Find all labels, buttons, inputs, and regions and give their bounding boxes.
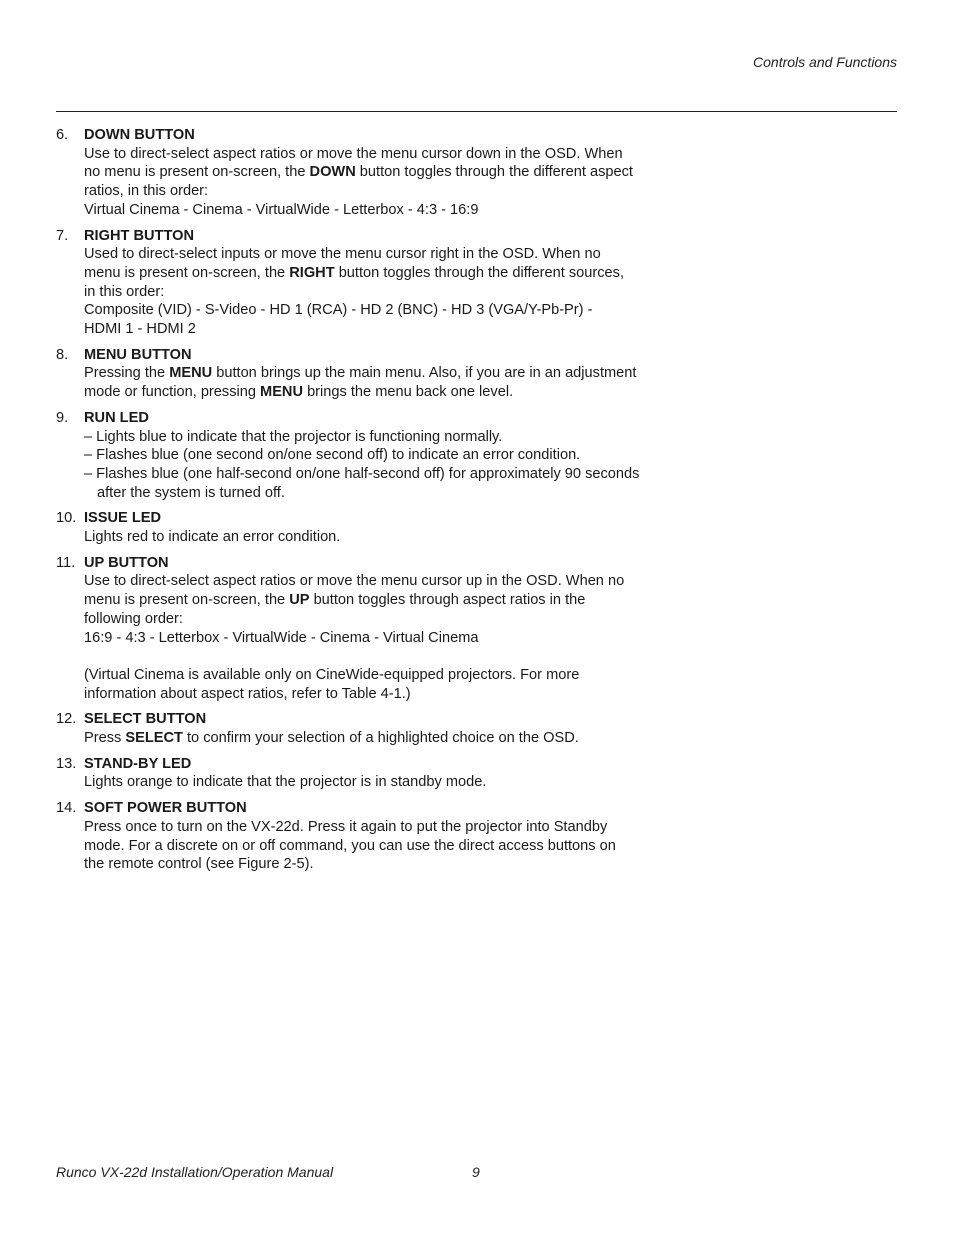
item-text-line bbox=[84, 264, 656, 283]
item-number: 11. bbox=[56, 554, 76, 571]
list-item bbox=[56, 346, 656, 402]
item-number: 14. bbox=[56, 800, 77, 817]
item-text-line bbox=[84, 320, 656, 339]
text-segment: mode or function, pressing bbox=[84, 384, 261, 401]
item-title: UP BUTTON bbox=[84, 554, 169, 571]
text-segment: Use to direct-select aspect ratios or move the menu cursor down in the OSD. When bbox=[84, 145, 623, 162]
text-segment: button toggles through aspect ratios in the bbox=[309, 592, 586, 609]
text-segment: button toggles through the different sources, bbox=[334, 264, 625, 281]
item-number: 8. bbox=[56, 346, 69, 363]
bold-text: UP bbox=[289, 592, 310, 609]
header-section-title: Controls and Functions bbox=[753, 54, 897, 70]
text-segment: Virtual Cinema - Cinema - VirtualWide - Letterbox - 4:3 - 16:9 bbox=[84, 201, 479, 218]
text-segment: in this order: bbox=[84, 283, 165, 300]
item-number: 12. bbox=[56, 711, 77, 728]
bold-text: MENU bbox=[169, 365, 213, 382]
text-segment: button toggles through the different aspect bbox=[355, 164, 633, 181]
text-segment: the remote control (see Figure 2-5). bbox=[84, 856, 314, 873]
item-text-line bbox=[84, 729, 656, 748]
footer-manual-title: Runco VX-22d Installation/Operation Manual bbox=[56, 1164, 334, 1180]
item-text-line bbox=[84, 818, 656, 837]
item-title: RIGHT BUTTON bbox=[84, 227, 194, 244]
item-title: DOWN BUTTON bbox=[84, 127, 195, 143]
item-text-line bbox=[84, 245, 656, 264]
item-text-line bbox=[84, 201, 656, 220]
text-segment: following order: bbox=[84, 610, 183, 627]
text-segment: Lights orange to indicate that the projector is in standby mode. bbox=[84, 774, 487, 791]
item-text-line bbox=[84, 182, 656, 201]
footer-page-number: 9 bbox=[472, 1164, 480, 1180]
text-segment: information about aspect ratios, refer to Table 4-1.) bbox=[84, 685, 411, 702]
list-item bbox=[56, 227, 656, 339]
dash-line: – Lights blue to indicate that the projector is functioning normally. bbox=[84, 428, 503, 445]
bold-text: DOWN bbox=[309, 164, 356, 181]
text-segment: no menu is present on-screen, the bbox=[84, 164, 310, 181]
item-text-line bbox=[84, 572, 656, 591]
item-text-line bbox=[84, 837, 656, 856]
item-text-line bbox=[84, 145, 656, 164]
dash-line: – Flashes blue (one half-second on/one half-second off) for approximately 90 seconds after the system is turned off. bbox=[84, 465, 640, 501]
list-item bbox=[56, 799, 656, 874]
item-title: RUN LED bbox=[84, 409, 149, 426]
item-title: SOFT POWER BUTTON bbox=[84, 800, 247, 817]
list-item bbox=[56, 755, 656, 792]
text-segment: brings the menu back one level. bbox=[303, 384, 514, 401]
item-title: ISSUE LED bbox=[84, 510, 162, 527]
list-item bbox=[56, 710, 656, 747]
item-number: 10. bbox=[56, 510, 77, 527]
text-segment: to confirm your selection of a highlighted choice on the OSD. bbox=[182, 730, 579, 747]
item-text-line bbox=[84, 773, 656, 792]
item-title: STAND-BY LED bbox=[84, 755, 192, 772]
item-text-line bbox=[84, 629, 656, 648]
list-item bbox=[56, 126, 656, 220]
item-text-line bbox=[84, 364, 656, 383]
text-segment: Pressing the bbox=[84, 365, 170, 382]
item-number: 13. bbox=[56, 755, 77, 772]
text-segment: Lights red to indicate an error condition. bbox=[84, 529, 341, 546]
text-segment: 16:9 - 4:3 - Letterbox - VirtualWide - Cinema - Virtual Cinema bbox=[84, 629, 479, 646]
blank-line bbox=[84, 647, 656, 666]
item-title: MENU BUTTON bbox=[84, 346, 192, 363]
dash-line: – Flashes blue (one second on/one second off) to indicate an error condition. bbox=[84, 447, 581, 464]
list-item bbox=[56, 409, 656, 503]
item-text-line bbox=[84, 666, 656, 685]
header-rule bbox=[56, 111, 897, 112]
bold-text: RIGHT bbox=[289, 264, 335, 281]
text-segment: button brings up the main menu. Also, if you are in an adjustment bbox=[212, 365, 637, 382]
controls-list bbox=[56, 126, 656, 881]
text-segment: menu is present on-screen, the bbox=[84, 592, 290, 609]
item-text-line bbox=[84, 301, 656, 320]
text-segment: (Virtual Cinema is available only on CineWide-equipped projectors. For more bbox=[84, 666, 580, 683]
item-number: 7. bbox=[56, 227, 69, 244]
bold-text: SELECT bbox=[125, 730, 183, 747]
text-segment: Press once to turn on the VX-22d. Press it again to put the projector into Standby bbox=[84, 818, 608, 835]
text-segment: Use to direct-select aspect ratios or move the menu cursor up in the OSD. When no bbox=[84, 573, 625, 590]
item-text-line bbox=[84, 610, 656, 629]
item-title: SELECT BUTTON bbox=[84, 711, 207, 728]
item-text-line bbox=[84, 591, 656, 610]
item-text-line bbox=[84, 383, 656, 402]
list-item bbox=[56, 554, 656, 704]
text-segment: Press bbox=[84, 730, 126, 747]
text-segment: Used to direct-select inputs or move the menu cursor right in the OSD. When no bbox=[84, 246, 601, 263]
item-text-line bbox=[84, 685, 656, 704]
text-segment: HDMI 1 - HDMI 2 bbox=[84, 321, 196, 338]
text-segment: mode. For a discrete on or off command, you can use the direct access buttons on bbox=[84, 837, 616, 854]
list-item bbox=[56, 509, 656, 546]
item-text-line bbox=[84, 283, 656, 302]
item-text-line bbox=[84, 163, 656, 182]
item-number: 9. bbox=[56, 409, 69, 426]
bold-text: MENU bbox=[260, 384, 304, 401]
text-segment: ratios, in this order: bbox=[84, 183, 209, 200]
text-segment: menu is present on-screen, the bbox=[84, 264, 290, 281]
item-text-line bbox=[84, 528, 656, 547]
item-text-line bbox=[84, 855, 656, 874]
text-segment: Composite (VID) - S-Video - HD 1 (RCA) - HD 2 (BNC) - HD 3 (VGA/Y-Pb-Pr) - bbox=[84, 302, 593, 319]
item-number: 6. bbox=[56, 127, 69, 143]
